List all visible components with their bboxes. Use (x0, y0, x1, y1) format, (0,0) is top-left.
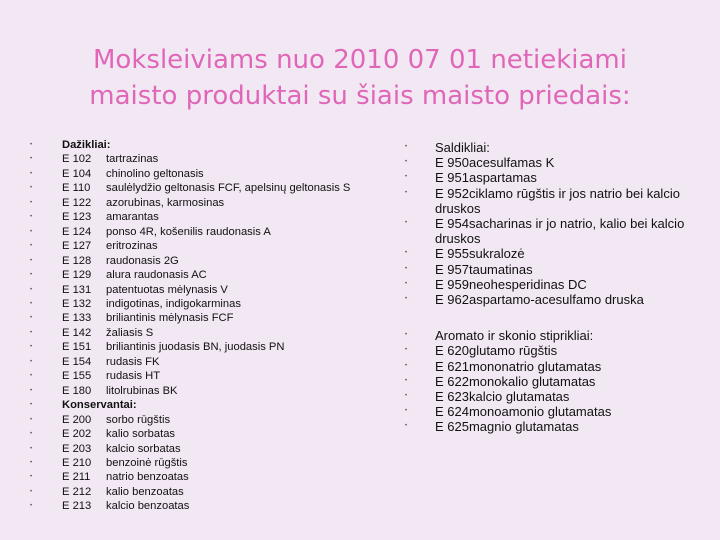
additive-text: E 952ciklamo rūgštis ir jos natrio bei kalcio druskos (435, 185, 680, 216)
additive-name: raudonasis 2G (106, 254, 179, 267)
additive-name: indigotinas, indigokarminas (106, 297, 241, 310)
additive-text: E 620glutamo rūgštis (435, 343, 558, 359)
additive-item (30, 268, 375, 282)
additive-name: benzoinė rūgštis (106, 456, 188, 469)
category-heading (30, 138, 375, 152)
additive-name: kalcio sorbatas (106, 442, 181, 455)
bullet-icon: • (405, 393, 408, 400)
bullet-icon: • (30, 243, 33, 250)
additive-code: E 128 (62, 254, 92, 267)
additive-text: E 950acesulfamas K (435, 155, 555, 171)
additive-code: E 122 (62, 196, 92, 209)
additive-code: E 131 (62, 283, 92, 296)
bullet-icon: • (405, 296, 408, 303)
bullet-icon: • (405, 144, 408, 150)
additive-item (30, 456, 375, 470)
additive-name: natrio benzoatas (106, 471, 189, 484)
additive-code: E 202 (62, 428, 92, 441)
additive-item (405, 262, 705, 277)
additive-text: E 621mononatrio glutamatas (435, 358, 602, 374)
additive-name: briliantinis mėlynasis FCF (106, 312, 234, 325)
additive-code: E 104 (62, 167, 92, 180)
bullet-icon: • (405, 189, 408, 196)
additive-item (30, 210, 375, 224)
additive-name: kalio sorbatas (106, 428, 176, 441)
bullet-icon: • (30, 272, 33, 279)
category-heading-text: Saldikliai: (435, 140, 490, 155)
bullet-icon: • (405, 408, 408, 415)
additive-item (30, 167, 375, 181)
additive-item (30, 297, 375, 311)
slide-title (20, 42, 700, 114)
category-heading-text: Konservantai: (62, 399, 137, 412)
additive-item (30, 225, 375, 239)
additive-item (405, 419, 705, 434)
bullet-icon: • (30, 373, 33, 380)
bullet-icon: • (405, 265, 408, 272)
additive-code: E 155 (62, 370, 92, 383)
additive-item (30, 340, 375, 354)
additive-name: ponso 4R, košenilis raudonasis A (106, 225, 271, 238)
additive-item (30, 152, 375, 166)
additive-item (30, 283, 375, 297)
additive-item (405, 359, 705, 374)
additive-code: E 210 (62, 456, 92, 469)
additive-item (30, 413, 375, 427)
additive-item (405, 246, 705, 261)
additive-list-left (30, 138, 375, 514)
additive-code: E 154 (62, 355, 92, 368)
additive-item (30, 369, 375, 383)
additive-item (30, 470, 375, 484)
additive-code: E 180 (62, 384, 92, 397)
additive-item (405, 343, 705, 358)
bullet-icon: • (30, 228, 33, 235)
category-heading-text: Dažikliai: (62, 139, 111, 151)
additive-item (30, 196, 375, 210)
additive-item (30, 181, 375, 195)
bullet-icon: • (30, 286, 33, 293)
category-heading-text: Aromato ir skonio stiprikliai: (435, 328, 594, 344)
additive-text: E 951aspartamas (435, 170, 537, 186)
additive-code: E 133 (62, 312, 92, 325)
bullet-icon: • (405, 174, 408, 181)
additive-text: E 623kalcio glutamatas (435, 389, 570, 405)
additive-text: E 954sacharinas ir jo natrio, kalio bei kalcio druskos (435, 216, 685, 247)
title-line-1: Moksleiviams nuo 2010 07 01 netiekiami (93, 45, 627, 75)
additive-item (405, 277, 705, 292)
additive-name: saulėlydžio geltonasis FCF, apelsinų geltonasis S (106, 182, 351, 195)
additive-name: amarantas (106, 211, 159, 224)
bullet-icon: • (405, 332, 408, 339)
additive-code: E 123 (62, 211, 92, 224)
bullet-icon: • (30, 142, 33, 148)
additive-name: sorbo rūgštis (106, 413, 171, 426)
bullet-icon: • (30, 387, 33, 394)
additive-code: E 212 (62, 485, 92, 498)
bullet-icon: • (405, 377, 408, 384)
additive-name: azorubinas, karmosinas (106, 196, 225, 209)
additive-item (405, 374, 705, 389)
additive-code: E 127 (62, 240, 92, 253)
additive-code: E 151 (62, 341, 92, 354)
additive-code: E 142 (62, 326, 92, 339)
additive-text: E 622monokalio glutamatas (435, 373, 596, 389)
bullet-icon: • (30, 170, 33, 177)
bullet-icon: • (30, 300, 33, 307)
additive-name: alura raudonasis AC (106, 269, 207, 282)
bullet-icon: • (30, 445, 33, 452)
bullet-icon: • (30, 214, 33, 221)
bullet-icon: • (405, 250, 408, 257)
bullet-icon: • (30, 344, 33, 351)
category-heading (405, 140, 705, 155)
additive-code: E 102 (62, 153, 92, 166)
additive-name: žaliasis S (106, 326, 154, 339)
bullet-icon: • (405, 280, 408, 287)
additive-name: chinolino geltonasis (106, 167, 204, 180)
additive-item (30, 326, 375, 340)
bullet-icon: • (30, 431, 33, 438)
additive-code: E 211 (62, 471, 91, 484)
group-spacer (405, 307, 705, 328)
category-heading (30, 398, 375, 412)
additive-code: E 200 (62, 413, 92, 426)
additive-item (405, 170, 705, 185)
additive-item (30, 384, 375, 398)
title-line-2: maisto produktai su šiais maisto priedais: (89, 81, 631, 111)
additive-name: litolrubinas BK (106, 384, 178, 397)
additive-code: E 132 (62, 297, 92, 310)
additive-name: patentuotas mėlynasis V (106, 283, 228, 296)
additive-text: E 625magnio glutamatas (435, 419, 579, 435)
additive-item (30, 254, 375, 268)
additive-name: rudasis FK (106, 355, 160, 368)
additive-text: E 624monoamonio glutamatas (435, 404, 612, 420)
additive-item (30, 311, 375, 325)
bullet-icon: • (30, 503, 33, 510)
additive-item (405, 292, 705, 307)
additive-text: E 962aspartamo-acesulfamo druska (435, 292, 644, 308)
additive-code: E 129 (62, 269, 92, 282)
category-heading (405, 328, 705, 343)
additive-name: briliantinis juodasis BN, juodasis PN (106, 341, 285, 354)
additive-code: E 203 (62, 442, 92, 455)
bullet-icon: • (405, 220, 408, 227)
bullet-icon: • (30, 459, 33, 466)
additive-item (30, 485, 375, 499)
additive-code: E 124 (62, 225, 92, 238)
additive-text: E 955sukralozė (435, 246, 525, 262)
additive-name: rudasis HT (106, 370, 161, 383)
additive-item (405, 155, 705, 170)
additive-item (405, 389, 705, 404)
additive-item (30, 355, 375, 369)
additive-item (30, 442, 375, 456)
bullet-icon: • (405, 159, 408, 166)
bullet-icon: • (30, 185, 33, 192)
additive-item (30, 427, 375, 441)
bullet-icon: • (30, 199, 33, 206)
additive-item (405, 186, 705, 216)
bullet-icon: • (30, 358, 33, 365)
additive-name: eritrozinas (106, 240, 158, 253)
bullet-icon: • (30, 329, 33, 336)
additive-text: E 959neohesperidinas DC (435, 276, 587, 292)
bullet-icon: • (405, 362, 408, 369)
additive-item (30, 499, 375, 513)
bullet-icon: • (30, 474, 33, 481)
additive-code: E 110 (62, 182, 91, 195)
additive-name: kalcio benzoatas (106, 500, 190, 513)
bullet-icon: • (30, 156, 33, 163)
additive-code: E 213 (62, 500, 92, 513)
bullet-icon: • (30, 315, 33, 322)
additive-item (30, 239, 375, 253)
additive-item (405, 216, 705, 246)
bullet-icon: • (30, 488, 33, 495)
additive-item (405, 404, 705, 419)
bullet-icon: • (30, 257, 33, 264)
additive-list-right (405, 140, 705, 435)
bullet-icon: • (405, 423, 408, 430)
additive-name: kalio benzoatas (106, 485, 184, 498)
additive-text: E 957taumatinas (435, 261, 533, 277)
additive-name: tartrazinas (106, 153, 159, 166)
bullet-icon: • (30, 416, 33, 423)
bullet-icon: • (30, 402, 33, 409)
bullet-icon: • (405, 347, 408, 354)
